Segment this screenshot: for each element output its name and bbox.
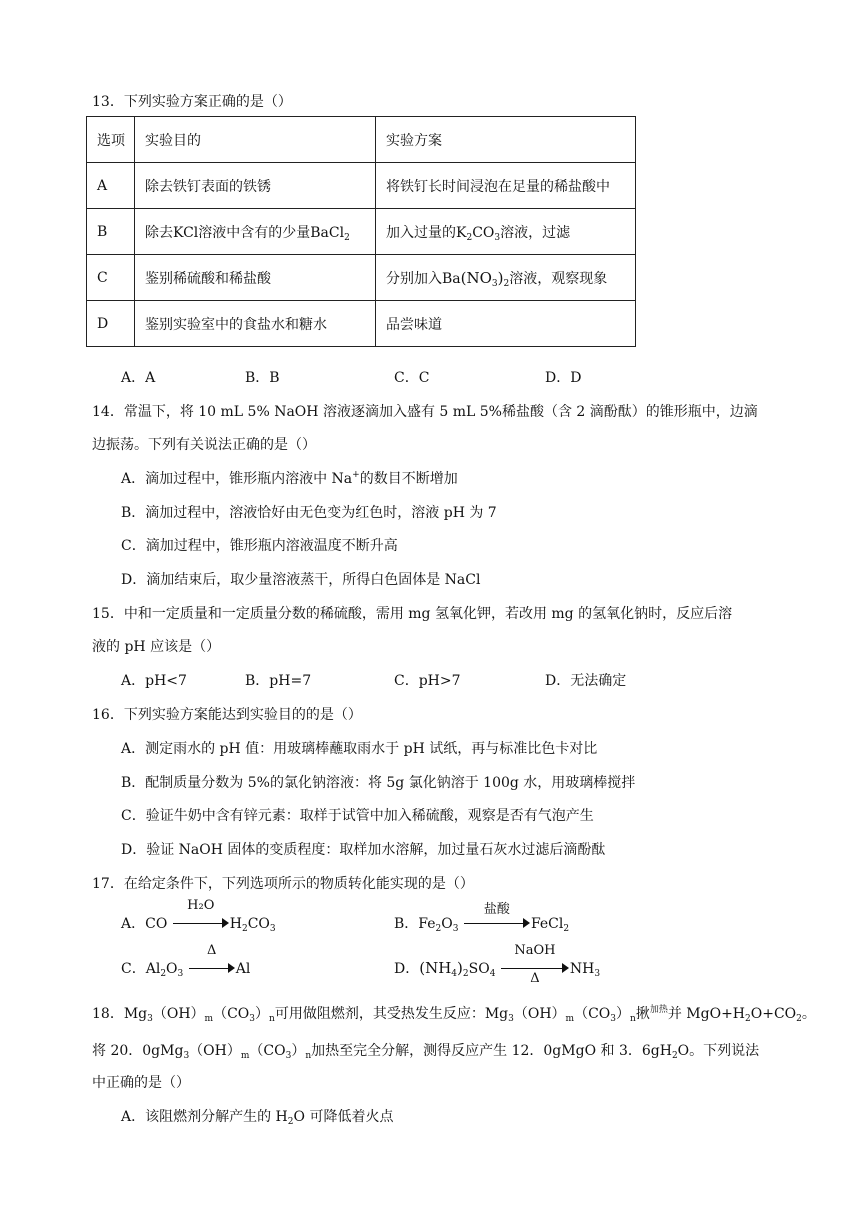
- q14-option-c: C．滴加过程中，锥形瓶内溶液温度不断升高: [121, 538, 398, 554]
- q17-option-c: C．$Al_2O_3$ Δ Al: [121, 943, 251, 979]
- row-plan: 品尝味道: [376, 301, 636, 347]
- row-purpose: 除去铁钉表面的铁锈: [135, 163, 376, 209]
- header-plan: 实验方案: [376, 117, 636, 163]
- q13-option-b: B．B: [245, 370, 280, 386]
- q15-option-b: B．pH=7: [245, 673, 312, 689]
- q18-stem-line1: 18．$Mg_3(OH)_m(CO_3)_n$可用做阻燃剂，其受热发生反应：$Mg_3(OH)_m(CO_3)_n$揪$^{加热}$并 $MgO+H_2O+CO_2$。: [92, 1005, 816, 1024]
- table-row: [87, 163, 636, 209]
- row-option: A: [87, 163, 135, 209]
- q18-stem-line2: 将 20．$0gMg_3(OH)_m(CO_3)_n$加热至完全分解，测得反应产生 12．0gMgO 和 3．$6gH_2O$。下列说法: [92, 1043, 760, 1061]
- row-option: B: [87, 209, 135, 255]
- q15-option-d: D．无法确定: [545, 673, 627, 689]
- row-option: C: [87, 255, 135, 301]
- table-row: [87, 301, 636, 347]
- row-purpose: 除去KCl溶液中含有的少量BaCl$_2$: [135, 209, 376, 255]
- q14-option-a: A．滴加过程中，锥形瓶内溶液中 Na+的数目不断增加: [121, 470, 458, 487]
- q17-option-b: B．$Fe_2O_3$ 盐酸 FeCl$_2$: [394, 902, 570, 934]
- q17-stem: 17．在给定条件下，下列选项所示的物质转化能实现的是（）: [92, 876, 474, 892]
- q15-stem-line1: 15．中和一定质量和一定质量分数的稀硫酸，需用 mg 氢氧化钾，若改用 mg 的氢氧化钠时，反应后溶: [92, 606, 733, 622]
- q13-stem: 13．下列实验方案正确的是（）: [92, 94, 292, 110]
- header-option: 选项: [87, 117, 135, 163]
- reaction-arrow-icon: 盐酸: [464, 914, 530, 928]
- q14-stem-line2: 边振荡。下列有关说法正确的是（）: [92, 437, 316, 453]
- q16-option-c: C．验证牛奶中含有锌元素：取样于试管中加入稀硫酸，观察是否有气泡产生: [121, 808, 594, 824]
- table-header-row: [87, 117, 636, 163]
- table-row: [87, 255, 636, 301]
- row-option: D: [87, 301, 135, 347]
- reaction-arrow-icon: Δ: [189, 959, 235, 973]
- q14-option-d: D．滴加结束后，取少量溶液蒸干，所得白色固体是 NaCl: [121, 572, 481, 588]
- q16-option-d: D．验证 NaOH 固体的变质程度：取样加水溶解，加过量石灰水过滤后滴酚酞: [121, 842, 606, 858]
- q16-option-a: A．测定雨水的 pH 值：用玻璃棒蘸取雨水于 pH 试纸，再与标准比色卡对比: [121, 741, 598, 757]
- row-purpose: 鉴别稀硫酸和稀盐酸: [135, 255, 376, 301]
- q16-option-b: B．配制质量分数为 5%的氯化钠溶液：将 5g 氯化钠溶于 100g 水，用玻璃棒搅拌: [121, 775, 636, 791]
- reaction-arrow-icon: H₂O: [173, 914, 229, 928]
- row-purpose: 鉴别实验室中的食盐水和糖水: [135, 301, 376, 347]
- q13-option-a: A．A: [121, 370, 156, 386]
- header-purpose: 实验目的: [135, 117, 376, 163]
- reaction-arrow-icon: NaOH Δ: [501, 959, 569, 973]
- table-row: [87, 209, 636, 255]
- q13-option-c: C．C: [394, 370, 430, 386]
- row-plan: 将铁钉长时间浸泡在足量的稀盐酸中: [376, 163, 636, 209]
- q13-option-d: D．D: [545, 370, 582, 386]
- q15-option-c: C．pH>7: [394, 673, 461, 689]
- row-plan: 加入过量的$K_2CO_3$溶液，过滤: [376, 209, 636, 255]
- q15-stem-line2: 液的 pH 应该是（）: [92, 639, 221, 655]
- q17-option-d: D．$(NH_4)_2SO_4$ NaOH Δ $NH_3$: [394, 943, 601, 986]
- q16-stem: 16．下列实验方案能达到实验目的的是（）: [92, 707, 362, 723]
- q18-stem-line3: 中正确的是（）: [92, 1075, 190, 1091]
- q15-option-a: A．pH<7: [121, 673, 187, 689]
- row-plan: 分别加入$Ba(NO_3)_2$溶液，观察现象: [376, 255, 636, 301]
- q18-option-a: A．该阻燃剂分解产生的 $H_2O$ 可降低着火点: [121, 1109, 394, 1127]
- q14-option-b: B．滴加过程中，溶液恰好由无色变为红色时，溶液 pH 为 7: [121, 505, 497, 521]
- q14-stem-line1: 14．常温下，将 10 mL 5% NaOH 溶液逐滴加入盛有 5 mL 5%稀盐酸（含 2 滴酚酞）的锥形瓶中，边滴: [92, 404, 758, 420]
- q13-table: [86, 116, 636, 347]
- q17-option-a: A．CO H₂O $H_2CO_3$: [121, 898, 276, 934]
